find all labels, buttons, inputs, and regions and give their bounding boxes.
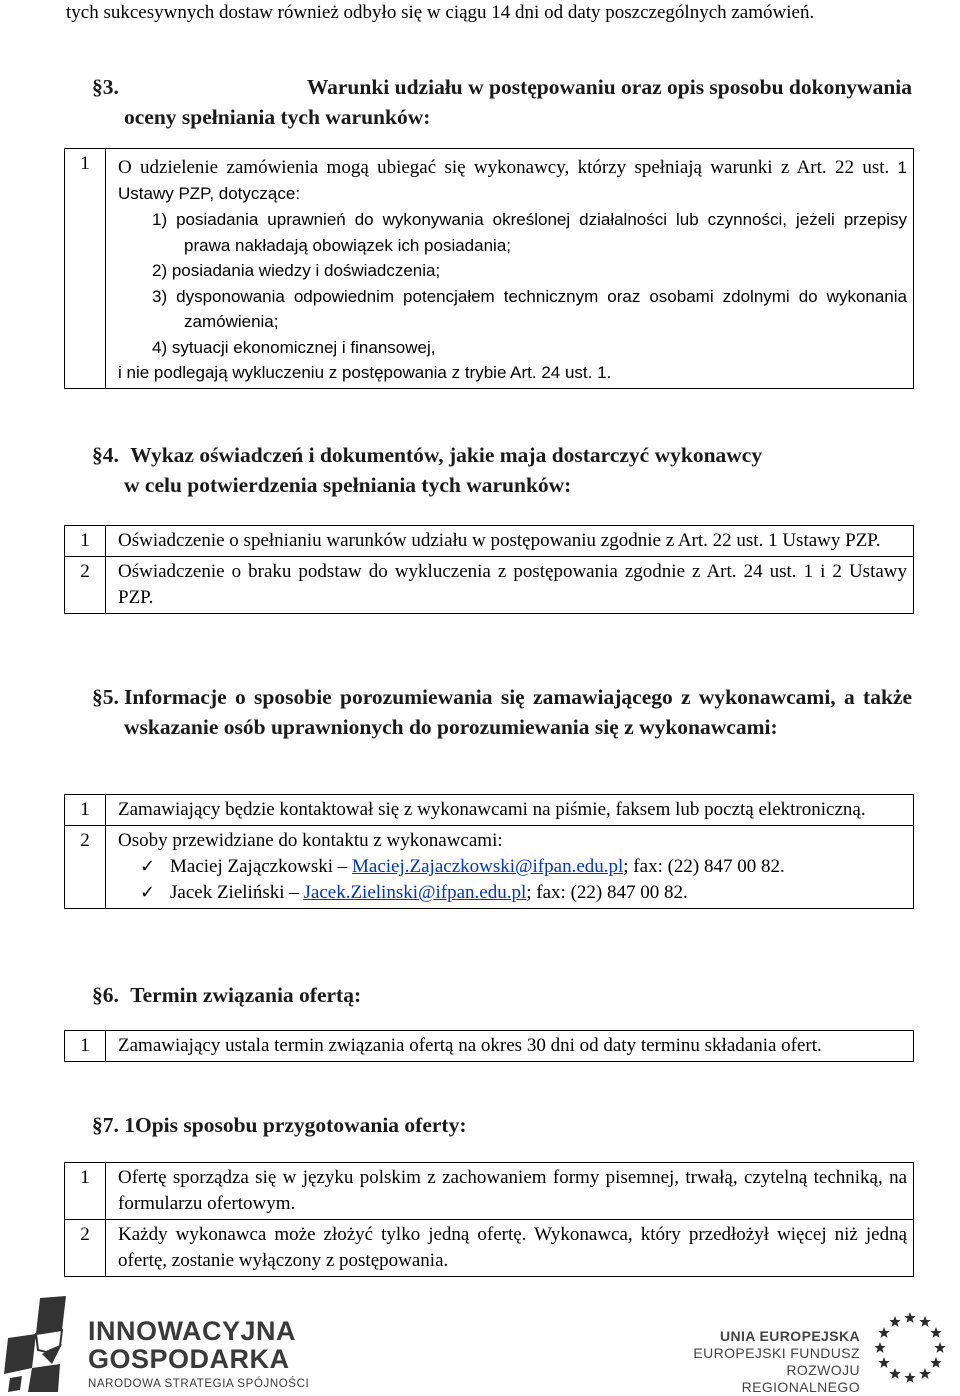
section-3-title-line2: oceny spełniania tych warunków: <box>124 105 431 129</box>
contact-fax: ; fax: (22) 847 00 82. <box>623 856 785 877</box>
eu-star <box>878 1357 889 1368</box>
eu-star <box>919 1316 930 1327</box>
table-row <box>65 1220 914 1277</box>
contact-fax: ; fax: (22) 847 00 82. <box>526 882 688 903</box>
contacts-intro: Osoby przewidziane do kontaktu z wykonawcami: <box>118 830 503 851</box>
eu-star <box>878 1327 889 1338</box>
row-content: Oświadczenie o braku podstaw do wykluczenia z postępowania zgodnie z Art. 24 ust. 1 i 2 Ustawy PZP. <box>106 557 914 614</box>
section-5-heading <box>92 682 912 742</box>
contact-email-link[interactable]: Jacek.Zielinski@ifpan.edu.pl <box>303 882 527 903</box>
row-number: 2 <box>65 557 106 614</box>
intro-text: tych sukcesywnych dostaw również odbyło się w ciągu 14 dni od daty poszczególnych zamówień. <box>66 2 815 23</box>
section-3-heading <box>92 72 912 132</box>
ig-emblem-icon <box>2 1294 82 1394</box>
row-content: Każdy wykonawca może złożyć tylko jedną ofertę. Wykonawca, który przedłożył więcej niż jedną ofertę, zostanie wyłączony z postępowania. <box>106 1220 914 1277</box>
section-3-number: §3. <box>92 75 119 99</box>
list-item: 1) posiadania uprawnień do wykonywania określonej działalności lub czynności, jeżeli przepisy prawa nakładają obowiązek ich posiadania; <box>152 210 907 255</box>
section-4-title-line1: Wykaz oświadczeń i dokumentów, jakie maja dostarczyć wykonawcy <box>130 443 763 467</box>
row-number: 2 <box>65 1220 106 1277</box>
logo-title-line2: GOSPODARKA <box>88 1344 290 1374</box>
contact-name: Jacek Zieliński – <box>170 882 304 903</box>
eu-star <box>934 1342 945 1353</box>
section-3-lead: O udzielenie zamówienia mogą ubiegać się wykonawcy, którzy spełniają warunki z Art. 22 ust. <box>118 157 890 178</box>
section-5-title: Informacje o sposobie porozumiewania się zamawiającego z wykonawcami, a także wskazanie osób uprawnionych do porozumiewania się z wykonawcami: <box>124 685 912 739</box>
table-row <box>65 826 914 909</box>
eu-star <box>904 1312 915 1323</box>
row-number: 1 <box>65 526 106 557</box>
table-row <box>65 1031 914 1062</box>
eu-line2: EUROPEJSKI FUNDUSZ <box>693 1345 860 1361</box>
contact-row <box>118 880 907 906</box>
eu-star <box>919 1368 930 1379</box>
section-6-heading <box>92 980 361 1010</box>
logo-title-line1: INNOWACYJNA <box>88 1316 297 1346</box>
section-3-tail: i nie podlegają wykluczeniu z postępowania z trybie Art. 24 ust. 1. <box>118 363 612 382</box>
contact-row <box>118 854 907 880</box>
row-content: Ofertę sporządza się w języku polskim z zachowaniem formy pisemnej, trwałą, czytelną techniką, na formularzu ofertowym. <box>106 1163 914 1220</box>
list-item: 4) sytuacji ekonomicznej i finansowej, <box>152 337 436 357</box>
contact-name: Maciej Zajączkowski – <box>170 856 353 877</box>
list-item: 2) posiadania wiedzy i doświadczenia; <box>152 261 441 280</box>
table-row <box>65 526 914 557</box>
section-7-title: Opis sposobu przygotowania oferty: <box>135 1113 467 1137</box>
eu-fund-logo <box>666 1300 960 1394</box>
row-number: 2 <box>65 826 106 909</box>
eu-star <box>874 1342 885 1353</box>
checkmark-icon: ✓ <box>140 856 156 877</box>
section-7-table <box>64 1162 914 1277</box>
section-4-title-line2: w celu potwierdzenia spełniania tych warunków: <box>124 473 572 497</box>
section-3-table <box>64 148 914 389</box>
section-4-heading <box>92 440 912 500</box>
eu-star <box>930 1357 941 1368</box>
list-item: 3) dysponowania odpowiednim potencjałem technicznym oraz osobami zdolnymi do wykonania zamówienia; <box>152 286 907 331</box>
section-6-table <box>64 1030 914 1062</box>
eu-star <box>889 1316 900 1327</box>
row-content <box>106 826 914 909</box>
intro-paragraph <box>66 0 912 25</box>
row-content <box>106 149 914 389</box>
table-row <box>65 1163 914 1220</box>
eu-line1: UNIA EUROPEJSKA <box>719 1328 860 1344</box>
innowacyjna-gospodarka-logo <box>2 1294 312 1394</box>
section-5-number: §5. <box>92 685 119 709</box>
eu-star <box>930 1327 941 1338</box>
section-6-number: §6. <box>92 983 119 1007</box>
eu-line3: ROZWOJU REGIONALNEGO <box>741 1362 860 1395</box>
logo-subtitle: NARODOWA STRATEGIA SPÓJNOŚCI <box>88 1378 310 1390</box>
row-number: 1 <box>65 149 106 389</box>
conditions-list <box>118 207 907 360</box>
row-content: Zamawiający będzie kontaktował się z wykonawcami na piśmie, faksem lub pocztą elektroniczną. <box>106 795 914 826</box>
row-number: 1 <box>65 1163 106 1220</box>
eu-text-block <box>666 1328 860 1396</box>
section-7-number: §7. 1 <box>92 1113 135 1137</box>
eu-stars-icon <box>868 1306 952 1390</box>
section-4-number: §4. <box>92 443 119 467</box>
section-5-table <box>64 794 914 909</box>
row-number: 1 <box>65 1031 106 1062</box>
checkmark-icon: ✓ <box>140 882 156 903</box>
section-4-table <box>64 525 914 614</box>
table-row <box>65 149 914 389</box>
section-6-title: Termin związania ofertą: <box>130 983 362 1007</box>
eu-star <box>904 1372 915 1383</box>
row-number: 1 <box>65 795 106 826</box>
row-content: Zamawiający ustala termin związania ofertą na okres 30 dni od daty terminu składania ofert. <box>106 1031 914 1062</box>
row-content: Oświadczenie o spełnianiu warunków udziału w postępowaniu zgodnie z Art. 22 ust. 1 Ustawy PZP. <box>106 526 914 557</box>
section-3-lead-sans: 1 Ustawy PZP, dotyczące: <box>118 158 908 203</box>
table-row <box>65 557 914 614</box>
eu-star <box>889 1368 900 1379</box>
section-3-title-line1: Warunki udziału w postępowaniu oraz opis sposobu dokonywania <box>306 75 912 99</box>
contact-email-link[interactable]: Maciej.Zajaczkowski@ifpan.edu.pl <box>352 856 624 877</box>
section-7-heading <box>92 1110 466 1140</box>
table-row <box>65 795 914 826</box>
